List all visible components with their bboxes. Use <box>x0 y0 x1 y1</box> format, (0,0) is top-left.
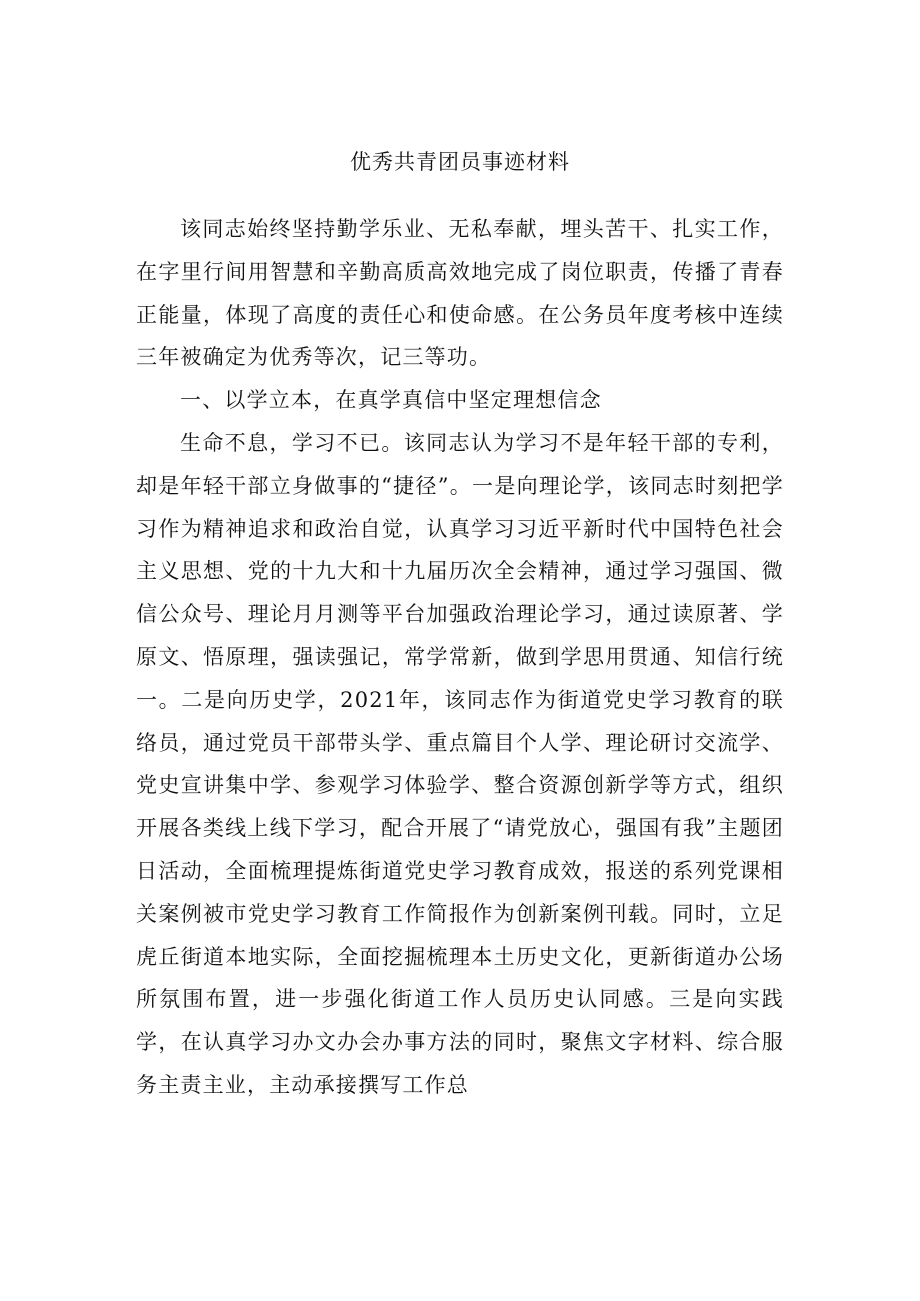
section-heading-1: 一、以学立本，在真学真信中坚定理想信念 <box>180 388 602 413</box>
document-body <box>136 208 784 1107</box>
document-title: 优秀共青团员事迹材料 <box>350 150 570 174</box>
intro-paragraph: 该同志始终坚持勤学乐业、无私奉献，埋头苦干、扎实工作，在字里行间用智慧和辛勤高质高效地完成了岗位职责，传播了青春正能量，体现了高度的责任心和使命感。在公务员年度考核中连续三年被确定为优秀等次，记三等功。 <box>136 217 784 370</box>
section-1-paragraph: 生命不息，学习不已。该同志认为学习不是年轻干部的专利，却是年轻干部立身做事的“捷径”。一是向理论学，该同志时刻把学习作为精神追求和政治自觉，认真学习习近平新时代中国特色社会主义思想、党的十九大和十九届历次全会精神，通过学习强国、微信公众号、理论月月测等平台加强政治理论学习，通过读原著、学原文、悟原理，强读强记，常学常新，做到学思用贯通、知信行统一。二是向历史学，2021年，该同志作为街道党史学习教育的联络员，通过党员干部带头学、重点篇目个人学、理论研讨交流学、党史宣讲集中学、参观学习体验学、整合资源创新学等方式，组织开展各类线上线下学习，配合开展了“请党放心，强国有我”主题团日活动，全面梳理提炼街道党史学习教育成效，报送的系列党课相关案例被市党史学习教育工作简报作为创新案例刊载。同时，立足虎丘街道本地实际，全面挖掘梳理本土历史文化，更新街道办公场所氛围布置，进一步强化街道工作人员历史认同感。三是向实践学，在认真学习办文办会办事方法的同时，聚焦文字材料、综合服务主责主业，主动承接撰写工作总 <box>136 430 784 1097</box>
